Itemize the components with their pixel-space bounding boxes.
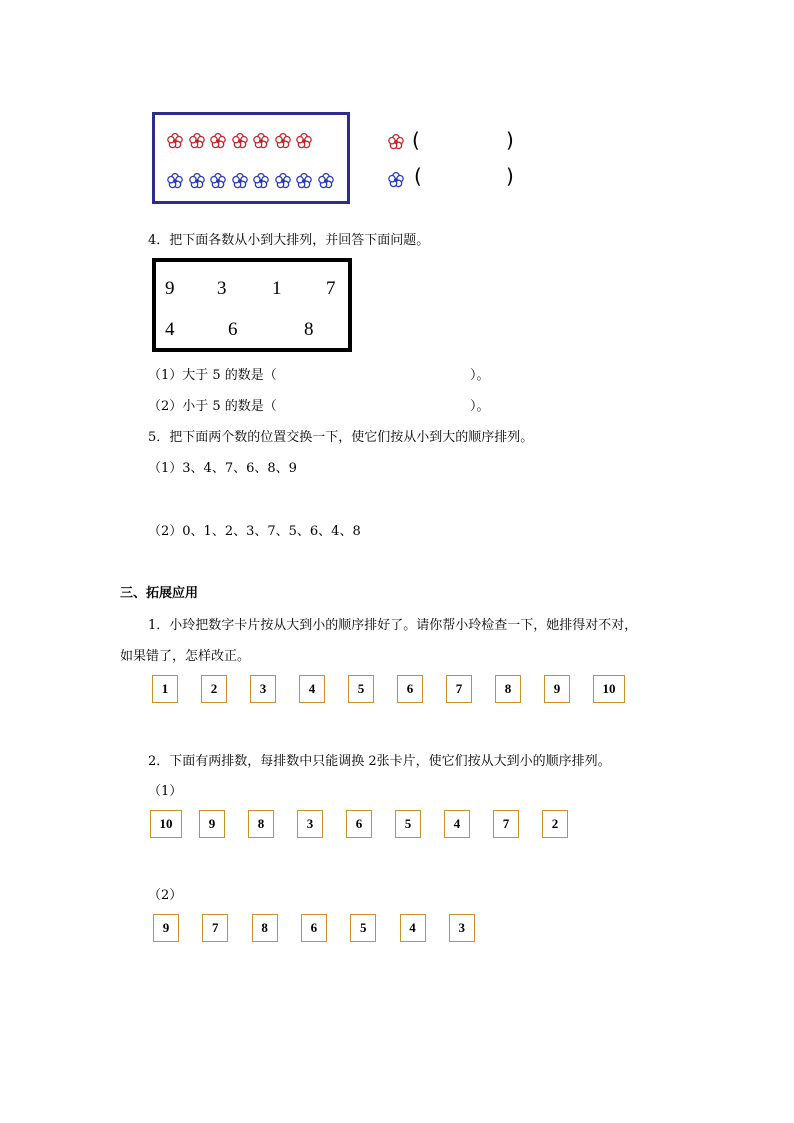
section-heading: 三、拓展应用 (120, 586, 199, 601)
q2-label-1: （1） (148, 784, 183, 799)
number-card: 4 (299, 675, 325, 703)
number-card: 9 (199, 810, 225, 838)
q4-title: 4．把下面各数从小到大排列，并回答下面问题。 (148, 233, 430, 248)
open-paren: ( (412, 128, 420, 152)
flower-icon (189, 173, 205, 189)
open-paren: ( (414, 164, 422, 188)
number-card: 2 (542, 810, 568, 838)
number-card: 1 (152, 675, 178, 703)
number: 7 (326, 278, 336, 299)
number-card: 8 (248, 810, 274, 838)
number: 3 (217, 278, 227, 299)
number-card: 6 (397, 675, 423, 703)
number: 8 (304, 319, 314, 340)
number-card: 10 (593, 675, 625, 703)
flower-icon (167, 133, 183, 149)
q5-sub2: （2）0、1、2、3、7、5、6、4、8 (148, 524, 361, 539)
q5-title: 5．把下面两个数的位置交换一下，使它们按从小到大的顺序排列。 (148, 430, 534, 445)
flower-icon (189, 133, 205, 149)
number-card: 4 (400, 914, 426, 942)
flower-icon (253, 133, 269, 149)
flower-icon (296, 133, 312, 149)
flower-box (152, 112, 350, 204)
q2-title: 2．下面有两排数，每排数中只能调换 2张卡片，使它们按从大到小的顺序排列。 (148, 754, 611, 769)
close-paren: ) (506, 128, 514, 152)
number-card: 3 (449, 914, 475, 942)
flower-icon (275, 133, 291, 149)
flower-icon (253, 173, 269, 189)
number-card: 4 (444, 810, 470, 838)
number: 1 (272, 278, 282, 299)
q4-sub1-end: ）。 (470, 368, 490, 383)
number-card: 9 (544, 675, 570, 703)
q1-line2: 如果错了，怎样改正。 (120, 649, 251, 664)
flower-icon (167, 173, 183, 189)
q5-sub1: （1）3、4、7、6、8、9 (148, 461, 297, 476)
number: 6 (228, 319, 238, 340)
q4-sub2: （2）小于 5 的数是（ (148, 399, 277, 414)
q1-line1: 1．小玲把数字卡片按从大到小的顺序排好了。请你帮小玲检查一下，她排得对不对， (148, 618, 638, 633)
number-card: 3 (297, 810, 323, 838)
red-flower-icon (388, 134, 404, 150)
close-paren: ) (506, 164, 514, 188)
flower-icon (210, 133, 226, 149)
q4-sub2-end: ）。 (470, 399, 490, 414)
number-card: 8 (252, 914, 278, 942)
flower-icon (275, 173, 291, 189)
flower-icon (232, 133, 248, 149)
q2-label-2: （2） (148, 888, 183, 903)
q4-sub1: （1）大于 5 的数是（ (148, 368, 277, 383)
number: 9 (165, 278, 175, 299)
number-card: 2 (201, 675, 227, 703)
red-flower-answer (388, 130, 528, 154)
number-card: 7 (493, 810, 519, 838)
number-card: 7 (202, 914, 228, 942)
number-card: 6 (346, 810, 372, 838)
number-card: 8 (495, 675, 521, 703)
number-card: 5 (350, 914, 376, 942)
number-card: 7 (446, 675, 472, 703)
flower-icon (318, 173, 334, 189)
number-card: 5 (395, 810, 421, 838)
number-card: 3 (250, 675, 276, 703)
number: 4 (165, 319, 175, 340)
flower-icon (232, 173, 248, 189)
number-card: 5 (348, 675, 374, 703)
flower-icon (296, 173, 312, 189)
blue-flower-icon (388, 172, 404, 188)
blue-flower-answer (388, 166, 528, 190)
flower-icon (210, 173, 226, 189)
number-card: 6 (301, 914, 327, 942)
number-box (152, 258, 352, 352)
number-card: 9 (153, 914, 179, 942)
number-card: 10 (150, 810, 182, 838)
